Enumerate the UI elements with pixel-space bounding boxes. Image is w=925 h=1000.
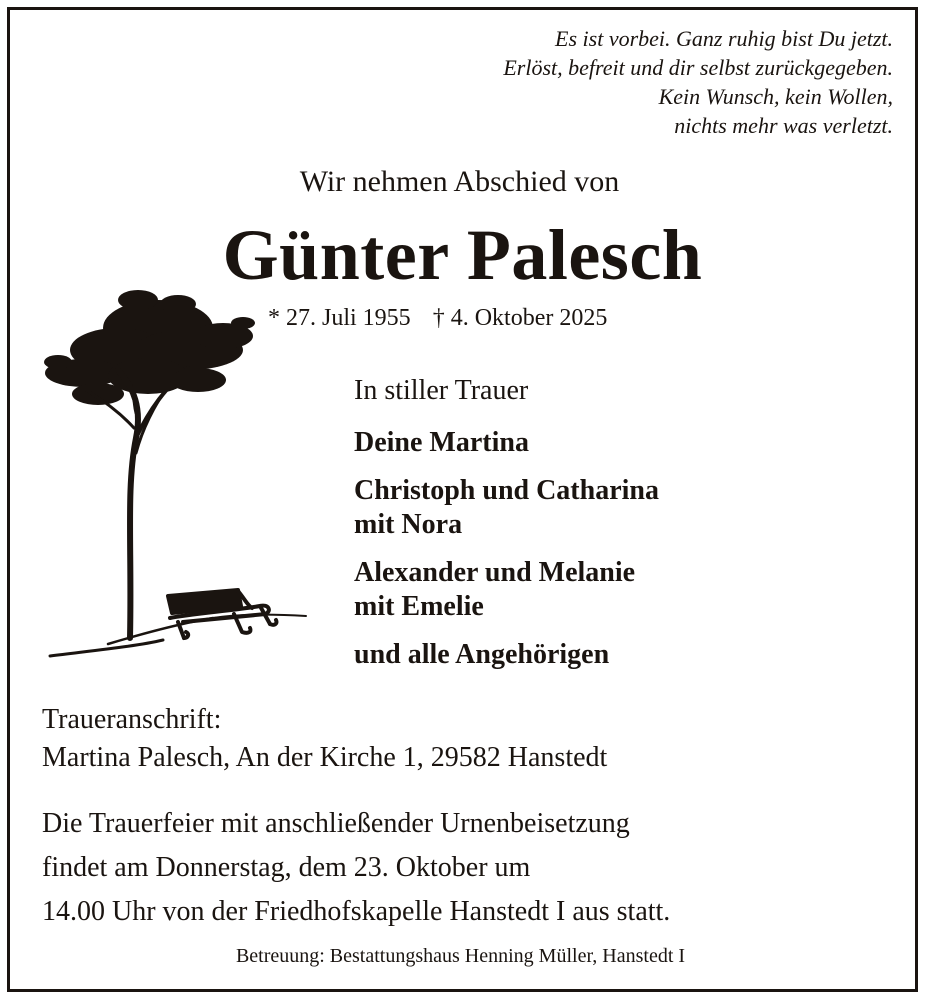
mourner-line: Deine Martina — [354, 427, 529, 458]
death-date: † 4. Oktober 2025 — [432, 305, 608, 331]
mourner-line: Alexander und Melanie — [354, 557, 636, 588]
poem-line: Es ist vorbei. Ganz ruhig bist Du jetzt. — [555, 26, 893, 51]
ceremony-line: findet am Donnerstag, dem 23. Oktober um — [42, 852, 531, 883]
address-label: Traueranschrift: — [42, 704, 222, 735]
poem — [503, 24, 893, 140]
poem-line: nichts mehr was verletzt. — [674, 113, 893, 138]
mourner-line: und alle Angehörigen — [354, 639, 610, 670]
mourner-group — [354, 474, 659, 542]
poem-line: Kein Wunsch, kein Wollen, — [658, 84, 893, 109]
funeral-home-credit: Betreuung: Bestattungshaus Henning Müller, Hanstedt I — [235, 945, 686, 967]
address-line: Martina Palesch, An der Kirche 1, 29582 Hanstedt — [42, 742, 608, 773]
mourner-line: Christoph und Catharina — [354, 475, 659, 506]
mourning-address — [42, 701, 607, 777]
farewell-intro: Wir nehmen Abschied von — [299, 165, 620, 198]
mourner-line: mit Nora — [354, 509, 463, 540]
deceased-name: Günter Palesch — [222, 215, 703, 295]
mourner-line: mit Emelie — [354, 591, 484, 622]
mourner-group — [354, 426, 659, 460]
poem-line: Erlöst, befreit und dir selbst zurückgegeben. — [503, 55, 893, 80]
tree-and-bench-icon — [38, 288, 318, 663]
ceremony-info — [42, 802, 670, 934]
mourner-group — [354, 638, 659, 672]
mourner-group — [354, 556, 659, 624]
mourning-lead: In stiller Trauer — [354, 375, 529, 406]
ceremony-line: Die Trauerfeier mit anschließender Urnenbeisetzung — [42, 808, 630, 839]
ceremony-line: 14.00 Uhr von der Friedhofskapelle Hanstedt I aus statt. — [42, 896, 671, 927]
birth-date: * 27. Juli 1955 — [268, 305, 411, 331]
mourners-list — [354, 372, 659, 686]
life-dates — [268, 301, 607, 335]
